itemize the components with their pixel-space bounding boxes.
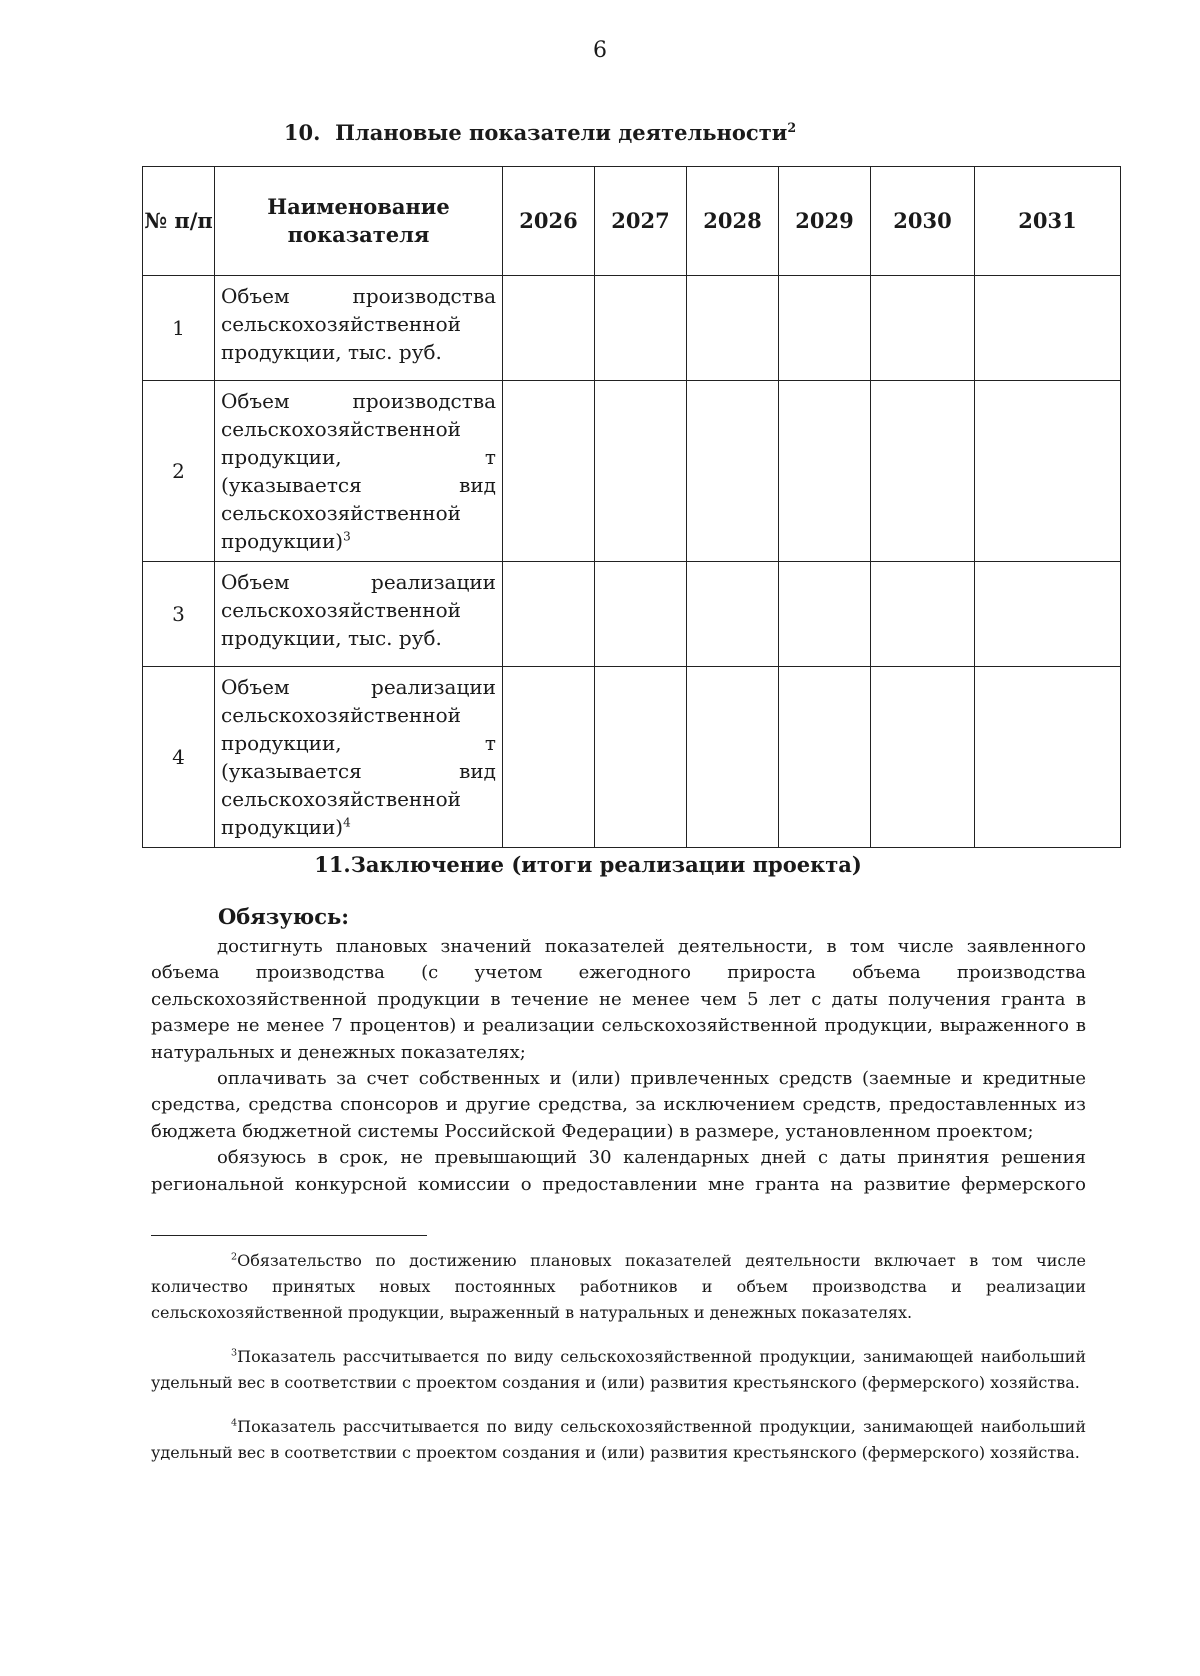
row-number: 2 [143,381,215,562]
value-cell[interactable] [779,562,871,667]
header-name: Наименование показателя [215,167,503,276]
indicator-name-text: Объем производства сельскохозяйственной продукции, тыс. руб. [221,284,496,364]
value-cell[interactable] [687,381,779,562]
footnote-mark: 3 [231,1347,238,1359]
indicator-name [215,667,503,848]
value-cell[interactable] [687,276,779,381]
obligation-paragraph: оплачивать за счет собственных и (или) привлеченных средств (заемные и кредитные средства, средства спонсоров и другие средства, за исключением средств, предоставленных из бюджета бюджетной системы Российской Федерации) в размере, установленном проектом; [151,1068,1086,1142]
header-year: 2027 [595,167,687,276]
section-10-title [0,120,1140,145]
value-cell[interactable] [595,562,687,667]
value-cell[interactable] [975,381,1121,562]
header-num: № п/п [143,167,215,276]
indicator-name-text: Объем реализации сельскохозяйственной продукции, тыс. руб. [221,570,496,650]
value-cell[interactable] [975,562,1121,667]
value-cell[interactable] [779,381,871,562]
section-10-title-text: Плановые показатели деятельности [335,120,788,145]
value-cell[interactable] [595,667,687,848]
indicators-table [142,166,1121,848]
indicator-name [215,381,503,562]
value-cell[interactable] [595,381,687,562]
header-year: 2029 [779,167,871,276]
table-row [143,562,1121,667]
obligation-paragraph: достигнуть плановых значений показателей деятельности, в том числе заявленного объема производства (с учетом ежегодного прироста объема производства сельскохозяйственной продукции в течение не менее чем 5 лет с даты получения гранта в размере не менее 7 процентов) и реализации сельскохозяйственной продукции, выраженного в натуральных и денежных показателях; [151,936,1086,1063]
footnote-ref: 3 [343,529,351,544]
row-number: 3 [143,562,215,667]
value-cell[interactable] [503,381,595,562]
value-cell[interactable] [687,667,779,848]
header-year: 2030 [871,167,975,276]
value-cell[interactable] [779,667,871,848]
header-year: 2028 [687,167,779,276]
value-cell[interactable] [871,381,975,562]
indicator-name [215,276,503,381]
value-cell[interactable] [779,276,871,381]
footnote-ref: 4 [343,815,351,830]
value-cell[interactable] [595,276,687,381]
footnote [151,1414,1086,1466]
table-row [143,667,1121,848]
conclusion-body [151,934,1086,1198]
row-number: 4 [143,667,215,848]
footnote-text: Показатель рассчитывается по виду сельскохозяйственной продукции, занимающей наибольший удельный вес в соответствии с проектом создания и (или) развития крестьянского (фермерского) хозяйства. [151,1417,1086,1462]
section-10-number: 10. [283,120,321,145]
value-cell[interactable] [503,562,595,667]
page-number: 6 [593,38,607,63]
value-cell[interactable] [503,276,595,381]
table-row [143,276,1121,381]
section-11-title: 11.Заключение (итоги реализации проекта) [314,852,862,877]
footnote-text: Обязательство по достижению плановых показателей деятельности включает в том числе количество принятых новых постоянных работников и объем производства и реализации сельскохозяйственной продукции, выраженный в натуральных и денежных показателях. [151,1251,1086,1322]
table-header-row [143,167,1121,276]
indicator-name-text: Объем реализации сельскохозяйственной продукции, т (указывается вид сельскохозяйственной продукции) [221,675,496,839]
value-cell[interactable] [975,276,1121,381]
footnote [151,1248,1086,1326]
value-cell[interactable] [687,562,779,667]
header-year: 2026 [503,167,595,276]
obligation-paragraph: обязуюсь в срок, не превышающий 30 календарных дней с даты принятия решения региональной конкурсной комиссии о предоставлении мне гранта на развитие фермерского [151,1147,1086,1195]
footnote-text: Показатель рассчитывается по виду сельскохозяйственной продукции, занимающей наибольший удельный вес в соответствии с проектом создания и (или) развития крестьянского (фермерского) хозяйства. [151,1347,1086,1392]
value-cell[interactable] [503,667,595,848]
footnote-mark: 4 [231,1417,238,1429]
table-row [143,381,1121,562]
footnote [151,1344,1086,1396]
obligation-heading: Обязуюсь: [218,904,349,929]
footnote-separator [151,1235,427,1236]
indicator-name [215,562,503,667]
footnotes [151,1248,1086,1484]
value-cell[interactable] [871,562,975,667]
row-number: 1 [143,276,215,381]
indicator-name-text: Объем производства сельскохозяйственной продукции, т (указывается вид сельскохозяйственной продукции) [221,389,496,553]
header-year: 2031 [975,167,1121,276]
value-cell[interactable] [871,667,975,848]
footnote-ref: 2 [787,120,797,135]
value-cell[interactable] [975,667,1121,848]
footnote-mark: 2 [231,1251,238,1263]
value-cell[interactable] [871,276,975,381]
